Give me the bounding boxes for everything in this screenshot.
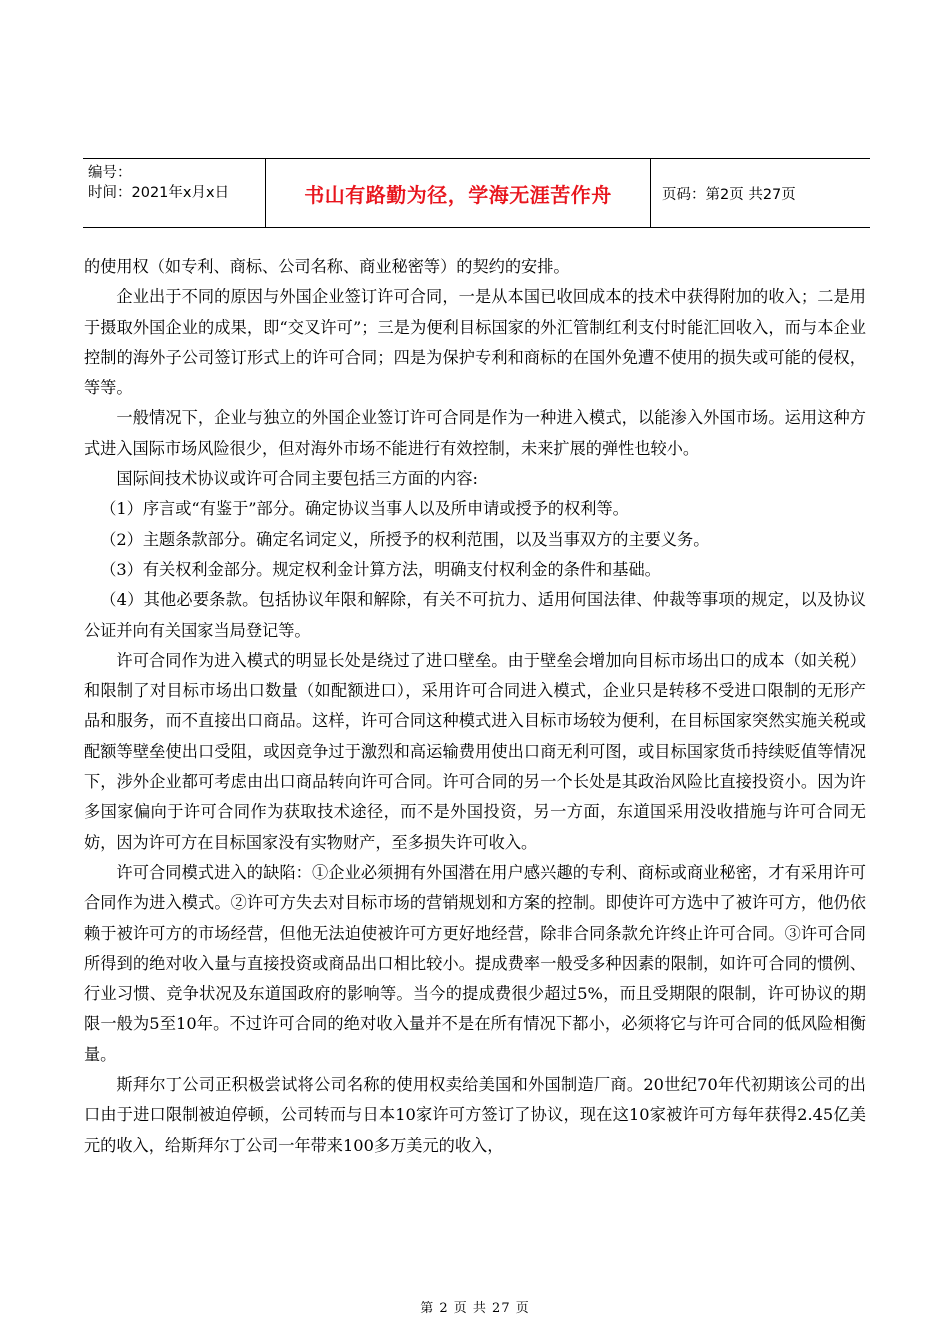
header-motto-cell [266, 159, 651, 227]
list-item: （2）主题条款部分。确定名词定义，所授予的权利范围，以及当事双方的主要义务。 [100, 529, 710, 549]
footer-page-number: 第 2 页 共 27 页 [420, 1301, 530, 1316]
body-paragraph: 一般情况下，企业与独立的外国企业签订许可合同是作为一种进入模式，以能渗入外国市场。运用这种方式进入国际市场风险很少，但对海外市场不能进行有效控制，未来扩展的弹性也较小。 [84, 408, 866, 458]
body-paragraph: 的使用权（如专利、商标、公司名称、商业秘密等）的契约的安排。 [84, 257, 570, 276]
body-paragraph: 许可合同作为进入模式的明显长处是绕过了进口壁垒。由于壁垒会增加向目标市场出口的成本（如关税）和限制了对目标市场出口数量（如配额进口），采用许可合同进入模式，企业只是转移不受进口限制的无形产品和服务，而不直接出口商品。这样，许可合同这种模式进入目标市场较为便利，在目标国家突然实施关税或配额等壁垒使出口受阻，或因竞争过于激烈和高运输费用使出口商无利可图，或目标国家货币持续贬值等情况下，涉外企业都可考虑由出口商品转向许可合同。许可合同的另一个长处是其政治风险比直接投资小。因为许多国家偏向于许可合同作为获取技术途径，而不是外国投资，另一方面，东道国采用没收措施与许可合同无妨，因为许可方在目标国家没有实物财产，至多损失许可收入。 [84, 650, 866, 852]
header-motto: 书山有路勤为径，学海无涯苦作舟 [304, 182, 612, 207]
document-number-label: 编号： [88, 165, 132, 181]
header-meta-cell [83, 159, 266, 227]
header-page-code: 页码：第2页 共27页 [662, 186, 796, 203]
document-body [84, 252, 866, 1161]
body-paragraph: 国际间技术协议或许可合同主要包括三方面的内容: [116, 469, 478, 489]
list-item: （3）有关权利金部分。规定权利金计算方法，明确支付权利金的条件和基础。 [100, 559, 661, 579]
page-footer [0, 1297, 950, 1316]
document-header [83, 158, 870, 228]
body-paragraph: 斯拜尔丁公司正积极尝试将公司名称的使用权卖给美国和外国制造厂商。20世纪70年代初期该公司的出口由于进口限制被迫停顿，公司转而与日本10家许可方签订了协议，现在这10家被许可方每年获得2.45亿美元的收入，给斯拜尔丁公司一年带来100多万美元的收入， [84, 1075, 866, 1155]
list-item: （4）其他必要条款。包括协议年限和解除，有关不可抗力、适用何国法律、仲裁等事项的规定，以及协议公证并向有关国家当局登记等。 [84, 590, 866, 640]
header-page-cell [651, 159, 870, 227]
body-paragraph: 企业出于不同的原因与外国企业签订许可合同，一是从本国已收回成本的技术中获得附加的收入；二是用于摄取外国企业的成果，即“交叉许可”；三是为便利目标国家的外汇管制红利支付时能汇回收入，而与本企业控制的海外子公司签订形式上的许可合同；四是为保护专利和商标的在国外免遭不使用的损失或可能的侵权，等等。 [84, 287, 866, 398]
body-paragraph: 许可合同模式进入的缺陷：①企业必须拥有外国潜在用户感兴趣的专利、商标或商业秘密，才有采用许可合同作为进入模式。②许可方失去对目标市场的营销规划和方案的控制。即使许可方选中了被许可方，他仍依赖于被许可方的市场经营，但他无法迫使被许可方更好地经营，除非合同条款允许终止许可合同。③许可合同所得到的绝对收入量与直接投资或商品出口相比较小。提成费率一般受多种因素的限制，如许可合同的惯例、行业习惯、竞争状况及东道国政府的影响等。当今的提成费很少超过5%，而且受期限的限制，许可协议的期限一般为5至10年。不过许可合同的绝对收入量并不是在所有情况下都小，必须将它与许可合同的低风险相衡量。 [84, 862, 866, 1064]
list-item: （1）序言或“有鉴于”部分。确定协议当事人以及所申请或授予的权利等。 [100, 499, 629, 519]
document-time-label: 时间：2021年x月x日 [88, 185, 230, 201]
